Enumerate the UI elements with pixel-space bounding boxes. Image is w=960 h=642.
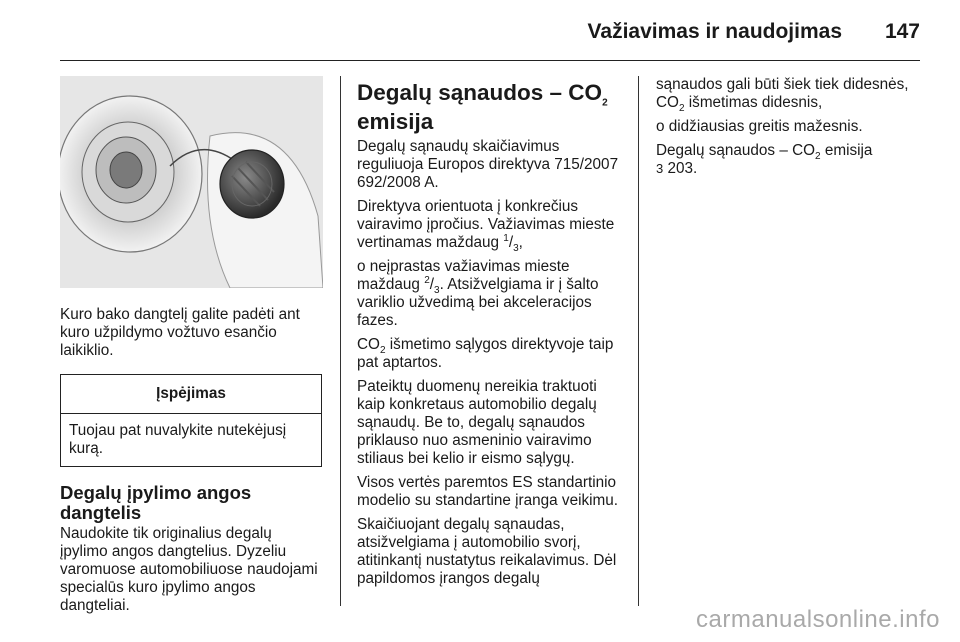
paragraph-out-of-town: o neįprastas važiavimas mieste maždaug $^2/_3$. Atsižvelgiama ir į šalto variklio užvedimą bei akceleracijos fazes. (357, 258, 599, 329)
paragraph-directive: Degalų sąnaudų skaičiavimus reguliuoja Europos direktyva 715/2007 692/2008 A. (357, 138, 619, 191)
column-left (60, 76, 323, 621)
paragraph-eu-standard: Visos vertės paremtos ES standartinio modelio su standartine įranga veikimu. (357, 474, 619, 509)
column-middle (357, 76, 619, 594)
paragraph-max-speed: o didžiausias greitis mažesnis. (656, 118, 863, 135)
paragraph-driving-habits: Direktyva orientuota į konkrečius vairavimo įpročius. Važiavimas mieste vertinamas maždaug $^1/_3$, (357, 198, 615, 255)
reference-arrow-icon: 3 (656, 161, 664, 176)
paragraph-extra-equipment: sąnaudos gali būti šiek tiek didesnės, $CO_2$ išmetimas didesnis, (656, 76, 909, 115)
column-right (656, 76, 922, 184)
watermark: carmanualsonline.info (696, 606, 940, 633)
warning-box (60, 374, 322, 467)
reference-page-link[interactable]: 203. (663, 160, 698, 177)
header-title: Važiavimas ir naudojimas (587, 20, 842, 43)
header-rule (60, 60, 920, 61)
paragraph-co2-conditions: $CO_2$ išmetimo sąlygos direktyvoje taip pat aptartos. (357, 336, 614, 371)
column-divider-left (340, 76, 341, 606)
paragraph-vehicle-weight: Skaičiuojant degalų sąnaudas, atsižvelgiama į automobilio svorį, atitinkantį nustatytus reikalavimus. Dėl papildomos įrangos degalų (357, 516, 617, 587)
reference-paragraph: Degalų sąnaudos – $CO_2$ emisija 3 203. (656, 142, 873, 177)
page-header (60, 18, 920, 48)
warning-text: Tuojau pat nuvalykite nutekėjusį kurą. (69, 422, 287, 457)
figure-caption: Kuro bako dangtelį galite padėti ant kuro užpildymo vožtuvo esančio laikiklio. (60, 306, 300, 359)
section-heading-fuel-cap: Degalų įpylimo angos dangtelis (60, 482, 252, 523)
warning-title: Įspėjimas (61, 375, 321, 414)
column-divider-right (638, 76, 639, 606)
paragraph-data-note: Pateiktų duomenų nereikia traktuoti kaip konkretaus automobilio degalų sąnaudų. Be to, degalų sąnaudos priklauso nuo asmeninio vairavimo stiliaus bei kelio ir eismo sąlygų. (357, 378, 597, 467)
main-heading: Degalų sąnaudos – $CO_2$ emisija (357, 80, 608, 134)
section-text-fuel-cap: Naudokite tik originalius degalų įpylimo angos dangtelius. Dyzeliu varomuose automobiliuose naudojami specialūs kuro įpylimo angos dangteliai. (60, 525, 318, 614)
fuel-cap-illustration (60, 76, 323, 288)
page-number: 147 (884, 20, 920, 43)
